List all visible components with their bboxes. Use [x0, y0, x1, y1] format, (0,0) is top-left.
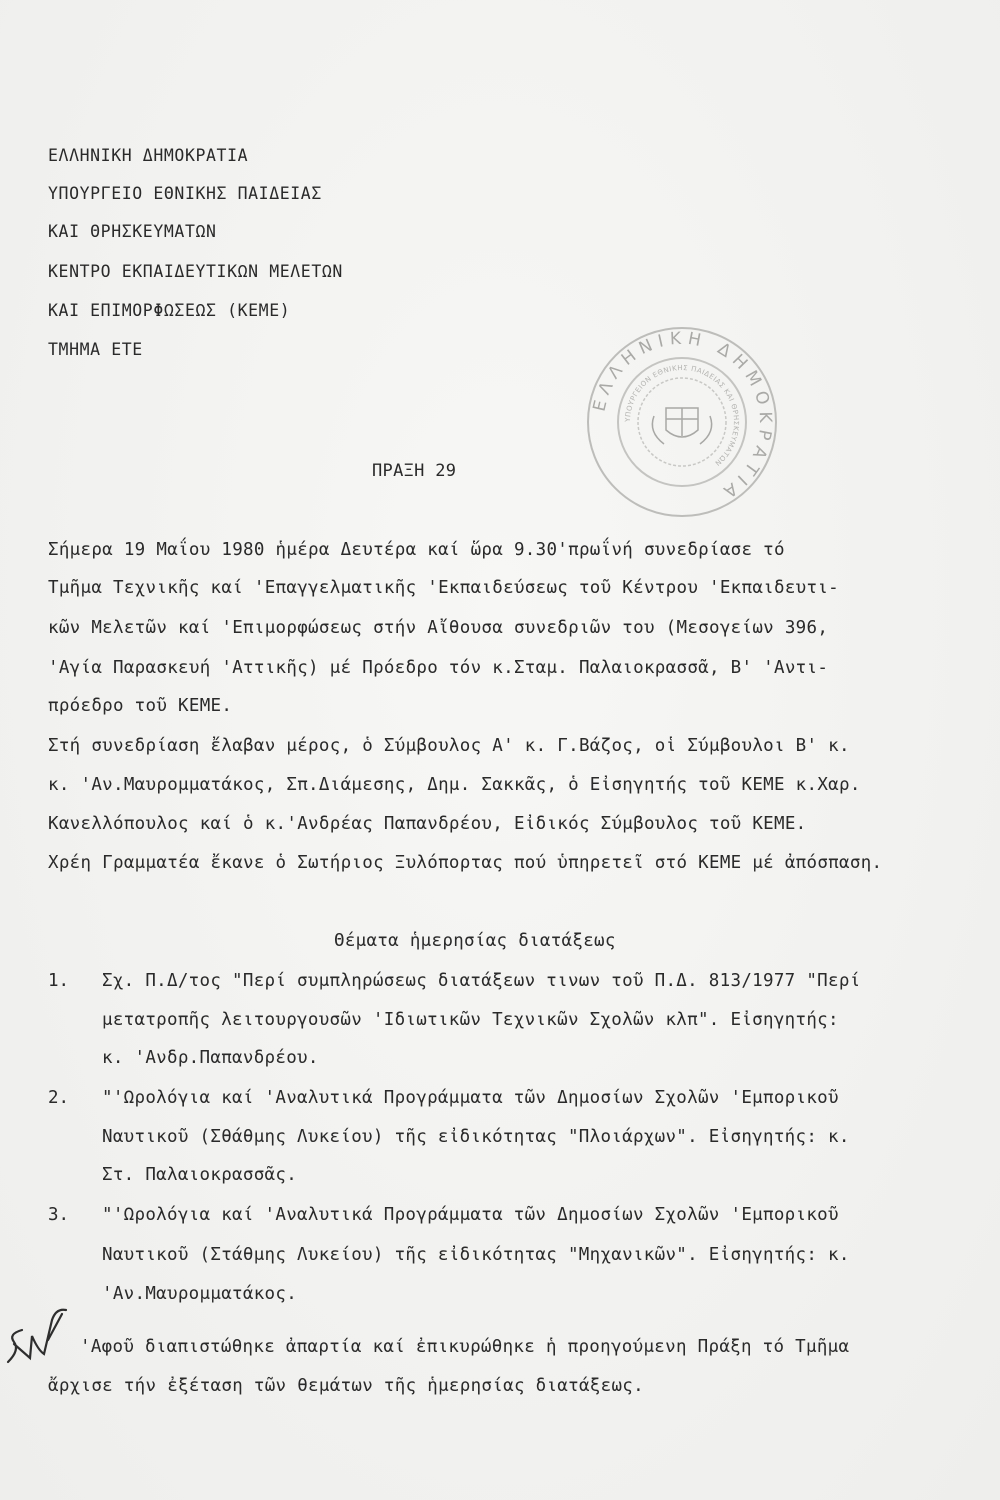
- header-line-5: ΚΑΙ ΕΠΙΜΟΡΦΩΣΕΩΣ (ΚΕΜΕ): [48, 301, 291, 320]
- header-line-2: ΥΠΟΥΡΓΕΙΟ ΕΘΝΙΚΗΣ ΠΑΙΔΕΙΑΣ: [48, 184, 322, 203]
- body-line-5: πρόεδρο τοῦ ΚΕΜΕ.: [48, 696, 233, 716]
- agenda-1-line-3: κ. 'Ανδρ.Παπανδρέου.: [102, 1048, 319, 1068]
- body-line-9: Χρέη Γραμματέα ἔκανε ὁ Σωτήριος Ξυλόπορτας πού ὑπηρετεῖ στό ΚΕΜΕ μέ ἀπόσπαση.: [48, 853, 883, 873]
- agenda-2-line-3: Στ. Παλαιοκρασσᾶς.: [102, 1165, 298, 1185]
- official-stamp: [582, 322, 782, 522]
- agenda-3-line-1: "'Ωρολόγια καί 'Αναλυτικά Προγράμματα τῶν Δημοσίων Σχολῶν 'Εμπορικοῦ: [102, 1205, 839, 1225]
- agenda-title: Θέματα ἡμερησίας διατάξεως: [334, 931, 616, 951]
- body-line-8: Κανελλόπουλος καί ὁ κ.'Ανδρέας Παπανδρέου, Εἰδικός Σύμβουλος τοῦ ΚΕΜΕ.: [48, 814, 807, 834]
- closing-line-1: 'Αφοῦ διαπιστώθηκε ἀπαρτία καί ἐπικυρώθηκε ἡ προηγούμενη Πράξη τό Τμῆμα: [80, 1337, 850, 1357]
- agenda-3-line-2: Ναυτικοῦ (Στάθμης Λυκείου) τῆς εἰδικότητας "Μηχανικῶν". Εἰσηγητής: κ.: [102, 1245, 850, 1265]
- agenda-2-line-2: Ναυτικοῦ (Σθάθμης Λυκείου) τῆς εἰδικότητας "Πλοιάρχων". Εἰσηγητής: κ.: [102, 1127, 850, 1147]
- agenda-1-line-2: μετατροπῆς λειτουργουσῶν 'Ιδιωτικῶν Τεχνικῶν Σχολῶν κλπ". Εἰσηγητής:: [102, 1010, 839, 1030]
- header-line-4: ΚΕΝΤΡΟ ΕΚΠΑΙΔΕΥΤΙΚΩΝ ΜΕΛΕΤΩΝ: [48, 262, 343, 281]
- act-title: ΠΡΑΞΗ 29: [372, 461, 457, 481]
- agenda-number-1: 1.: [48, 971, 70, 991]
- header-line-6: ΤΜΗΜΑ ΕΤΕ: [48, 340, 143, 359]
- body-line-4: 'Αγία Παρασκευή 'Αττικῆς) μέ Πρόεδρο τόν κ.Σταμ. Παλαιοκρασσᾶ, Β' 'Αντι-: [48, 658, 829, 678]
- body-line-6: Στή συνεδρίαση ἔλαβαν μέρος, ὁ Σύμβουλος Α' κ. Γ.Βάζος, οἱ Σύμβουλοι Β' κ.: [48, 736, 850, 756]
- header-line-3: ΚΑΙ ΘΡΗΣΚΕΥΜΑΤΩΝ: [48, 222, 217, 241]
- body-line-1: Σήμερα 19 Μαΐου 1980 ἡμέρα Δευτέρα καί ὥρα 9.30'πρωΐνή συνεδρίασε τό: [48, 540, 785, 560]
- agenda-number-2: 2.: [48, 1088, 70, 1108]
- svg-text:ΕΛΛΗΝΙΚΗ ΔΗΜΟΚΡΑΤΙΑ: ΕΛΛΗΝΙΚΗ ΔΗΜΟΚΡΑΤΙΑ: [589, 328, 776, 505]
- handwritten-initials: [0, 1300, 80, 1380]
- header-line-1: ΕΛΛΗΝΙΚΗ ΔΗΜΟΚΡΑΤΙΑ: [48, 146, 249, 165]
- agenda-number-3: 3.: [48, 1205, 70, 1225]
- agenda-3-line-3: 'Αν.Μαυρομματάκος.: [102, 1284, 298, 1304]
- body-line-3: κῶν Μελετῶν καί 'Επιμορφώσεως στήν Αἴθουσα συνεδριῶν του (Μεσογείων 396,: [48, 618, 829, 638]
- closing-line-2: ἄρχισε τήν ἐξέταση τῶν θεμάτων τῆς ἡμερησίας διατάξεως.: [48, 1376, 644, 1396]
- agenda-1-line-1: Σχ. Π.Δ/τος "Περί συμπληρώσεως διατάξεων τινων τοῦ Π.Δ. 813/1977 "Περί: [102, 971, 861, 991]
- svg-text:ΥΠΟΥΡΓΕΙΟΝ ΕΘΝΙΚΗΣ ΠΑΙΔΕΙΑΣ ΚΑ: ΥΠΟΥΡΓΕΙΟΝ ΕΘΝΙΚΗΣ ΠΑΙΔΕΙΑΣ ΚΑΙ ΘΡΗΣΚΕΥΜΑΤΩΝ: [623, 363, 741, 468]
- body-line-2: Τμῆμα Τεχνικῆς καί 'Επαγγελματικῆς 'Εκπαιδεύσεως τοῦ Κέντρου 'Εκπαιδευτι-: [48, 578, 840, 598]
- agenda-2-line-1: "'Ωρολόγια καί 'Αναλυτικά Προγράμματα τῶν Δημοσίων Σχολῶν 'Εμπορικοῦ: [102, 1088, 839, 1108]
- body-line-7: κ. 'Αν.Μαυρομματάκος, Σπ.Διάμεσης, Δημ. Σακκᾶς, ὁ Εἰσηγητής τοῦ ΚΕΜΕ κ.Χαρ.: [48, 775, 861, 795]
